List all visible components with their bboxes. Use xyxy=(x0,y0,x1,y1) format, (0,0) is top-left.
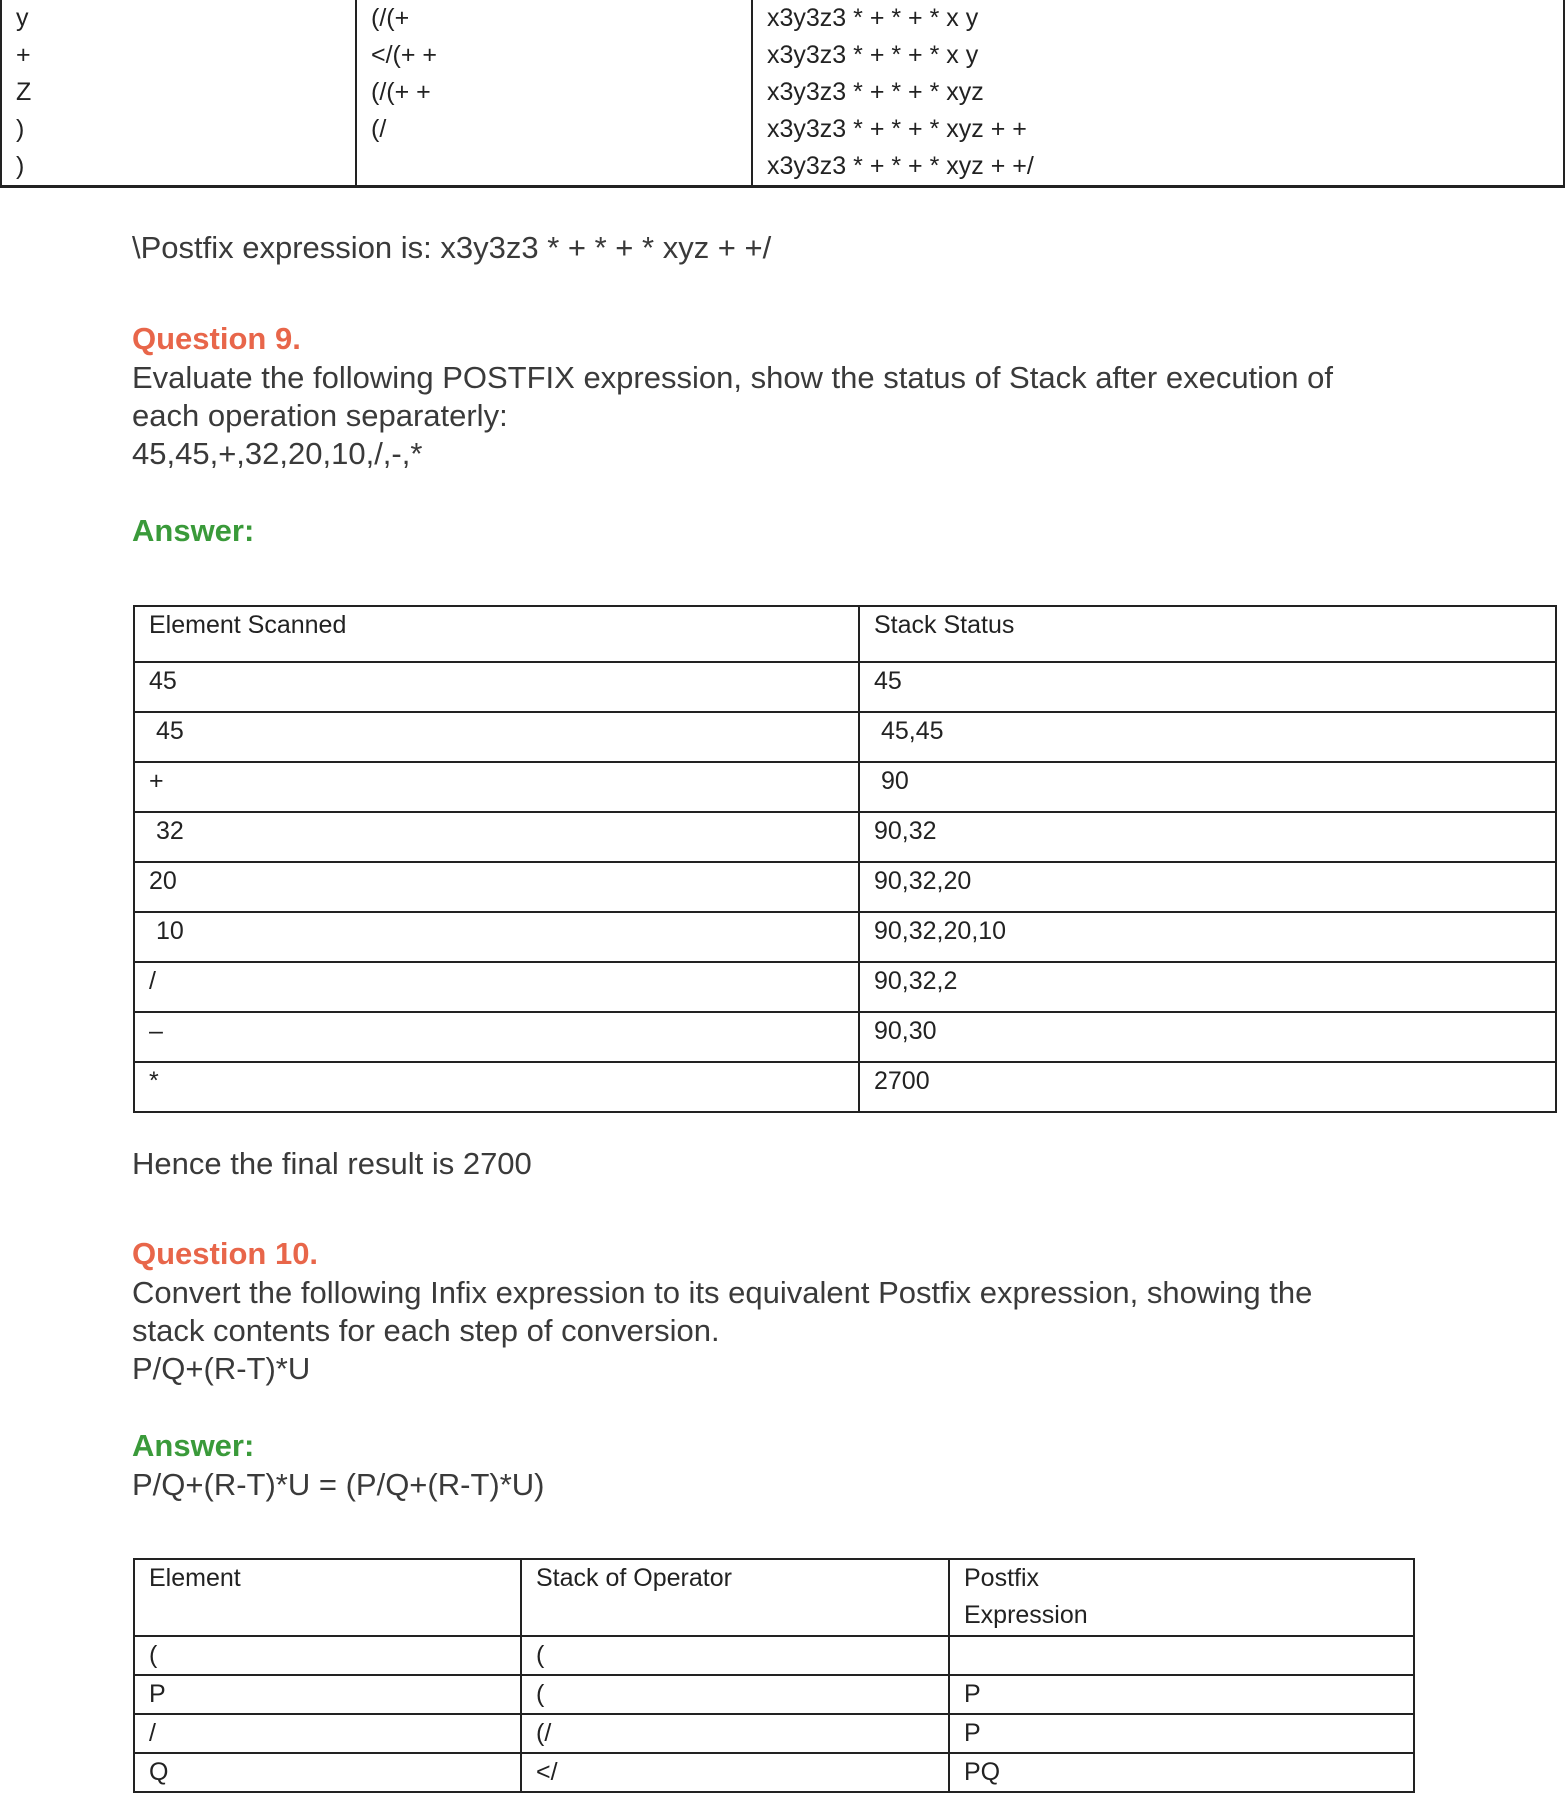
table-row xyxy=(134,812,1556,862)
table-cell: 2700 xyxy=(859,1062,1556,1112)
question-10-answer-line: P/Q+(R-T)*U = (P/Q+(R-T)*U) xyxy=(132,1467,545,1502)
table-cell: / xyxy=(134,1714,521,1753)
table-cell: x3y3z3 * + * + * x y xyxy=(752,37,1564,74)
table-row xyxy=(134,1714,1414,1753)
question-9-answer-label: Answer: xyxy=(132,513,255,548)
question-9-title: Question 9. xyxy=(132,321,301,356)
table-row xyxy=(134,912,1556,962)
table-cell: 20 xyxy=(134,862,859,912)
header-stack-of-operator: Stack of Operator xyxy=(521,1559,949,1636)
table-cell: P xyxy=(949,1675,1414,1714)
table-cell: 45 xyxy=(134,662,859,712)
table-cell: * xyxy=(134,1062,859,1112)
table-cell: ) xyxy=(1,148,356,187)
table-cell: 90,32,20 xyxy=(859,862,1556,912)
header-postfix: Postfix xyxy=(964,1564,1040,1592)
table-cell: 45 xyxy=(859,662,1556,712)
table-cell: ( xyxy=(521,1675,949,1714)
table-cell: ( xyxy=(521,1636,949,1675)
table-row xyxy=(1,74,1564,111)
table-cell: (/ xyxy=(356,111,752,148)
table-cell: 90,32 xyxy=(859,812,1556,862)
table-row xyxy=(1,148,1564,187)
table-row xyxy=(134,712,1556,762)
table-cell xyxy=(356,148,752,187)
header-stack-status: Stack Status xyxy=(859,606,1556,662)
header-element: Element xyxy=(134,1559,521,1636)
table-cell: 90,32,2 xyxy=(859,962,1556,1012)
question-9-conclusion: Hence the final result is 2700 xyxy=(132,1146,532,1181)
table-cell: (/(+ xyxy=(356,0,752,37)
postfix-result: \Postfix expression is: x3y3z3 * + * + * xyz + +/ xyxy=(132,230,772,265)
table-cell: P xyxy=(949,1714,1414,1753)
question-10-line-2: stack contents for each step of conversion. xyxy=(132,1313,720,1348)
table-cell: x3y3z3 * + * + * xyz xyxy=(752,74,1564,111)
table-cell: 45 xyxy=(134,712,859,762)
header-expression: Expression xyxy=(964,1601,1088,1629)
table-row xyxy=(134,1675,1414,1714)
table-row xyxy=(134,1636,1414,1675)
table-cell: 90 xyxy=(859,762,1556,812)
table-cell: x3y3z3 * + * + * xyz + + xyxy=(752,111,1564,148)
table-cell xyxy=(949,1636,1414,1675)
table-cell: 90,32,20,10 xyxy=(859,912,1556,962)
table-cell: + xyxy=(134,762,859,812)
question-10-text xyxy=(132,1274,1312,1388)
table-row xyxy=(134,962,1556,1012)
table-row xyxy=(134,1062,1556,1112)
table-row xyxy=(134,1753,1414,1792)
table-cell: – xyxy=(134,1012,859,1062)
table-cell: Z xyxy=(1,74,356,111)
table-cell: (/(+ + xyxy=(356,74,752,111)
table-cell: + xyxy=(1,37,356,74)
question-10-title: Question 10. xyxy=(132,1236,319,1271)
table-cell: x3y3z3 * + * + * x y xyxy=(752,0,1564,37)
table-cell: </ xyxy=(521,1753,949,1792)
table-row xyxy=(1,111,1564,148)
table-row xyxy=(134,762,1556,812)
stack-evaluation-table xyxy=(133,605,1557,1113)
infix-to-postfix-table xyxy=(133,1558,1415,1793)
table-row xyxy=(134,862,1556,912)
table-cell: 90,30 xyxy=(859,1012,1556,1062)
table-cell: Q xyxy=(134,1753,521,1792)
table-cell: P xyxy=(134,1675,521,1714)
table-cell: 45,45 xyxy=(859,712,1556,762)
table-cell: y xyxy=(1,0,356,37)
table-cell: x3y3z3 * + * + * xyz + +/ xyxy=(752,148,1564,187)
table-cell: 32 xyxy=(134,812,859,862)
table-header-row xyxy=(134,606,1556,662)
header-element-scanned: Element Scanned xyxy=(134,606,859,662)
table-row xyxy=(134,662,1556,712)
question-9-line-2: each operation separaterly: xyxy=(132,398,508,433)
table-header-row xyxy=(134,1559,1414,1636)
table-cell: ( xyxy=(134,1636,521,1675)
conversion-table-continued xyxy=(0,0,1565,188)
table-cell: (/ xyxy=(521,1714,949,1753)
table-row xyxy=(134,1012,1556,1062)
header-postfix-expression xyxy=(949,1559,1414,1636)
question-10-line-1: Convert the following Infix expression to its equivalent Postfix expression, showing the xyxy=(132,1275,1313,1310)
table-cell: PQ xyxy=(949,1753,1414,1792)
table-cell: ) xyxy=(1,111,356,148)
table-cell: 10 xyxy=(134,912,859,962)
table-row xyxy=(1,37,1564,74)
table-cell: / xyxy=(134,962,859,1012)
question-10-answer-label: Answer: xyxy=(132,1428,255,1463)
question-9-text xyxy=(132,359,1333,473)
table-row xyxy=(1,0,1564,37)
table-cell: </(+ + xyxy=(356,37,752,74)
question-9-expression: 45,45,+,32,20,10,/,-,* xyxy=(132,436,423,471)
question-9-line-1: Evaluate the following POSTFIX expression, show the status of Stack after execution of xyxy=(132,360,1334,395)
question-10-expression: P/Q+(R-T)*U xyxy=(132,1351,311,1386)
